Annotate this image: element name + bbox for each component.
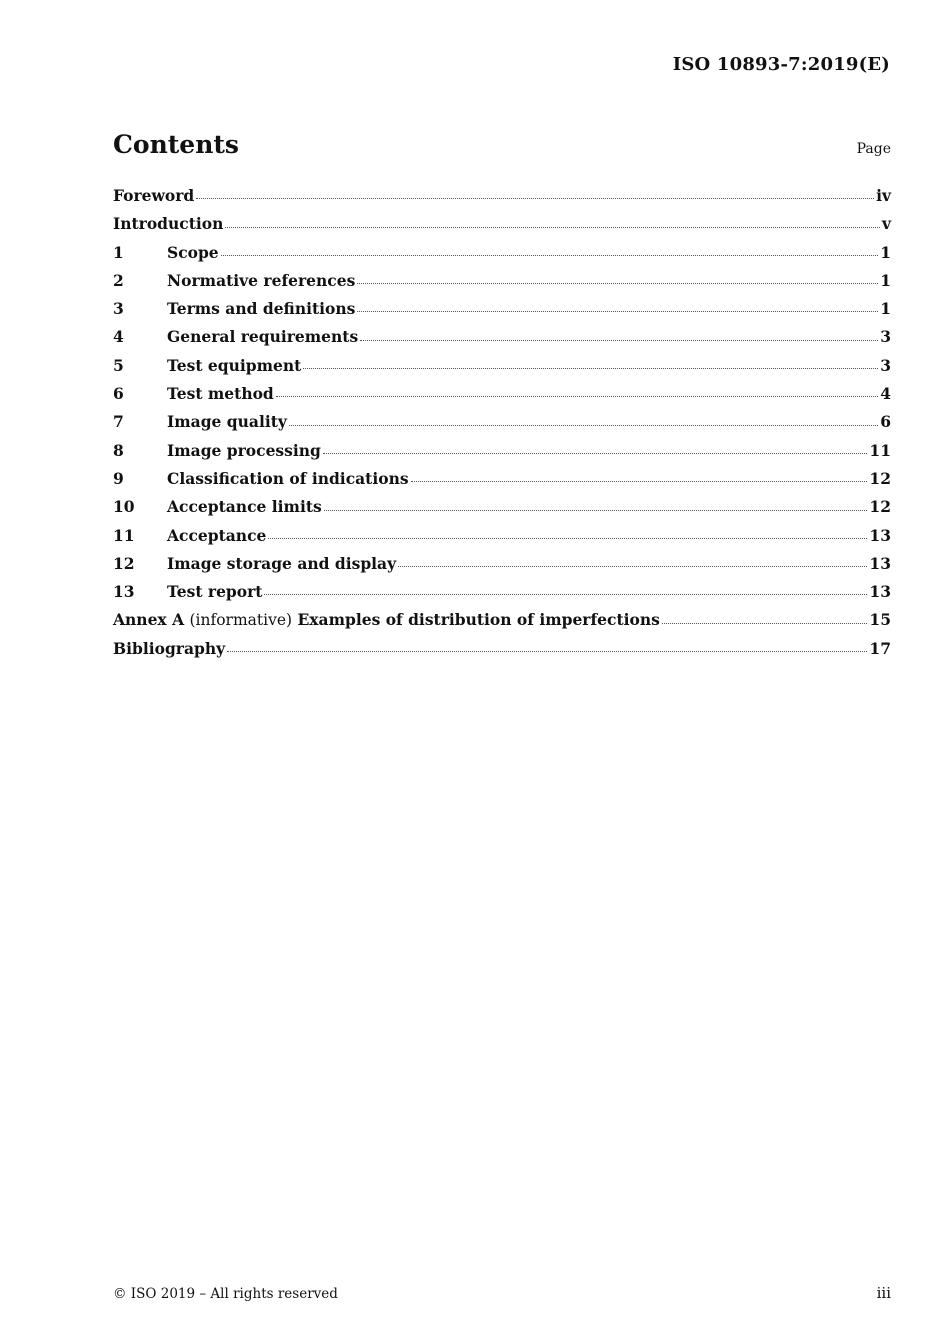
toc-entry[interactable] — [113, 210, 891, 238]
toc-dot-leader — [357, 282, 878, 284]
toc-entry-title-text: Image processing — [167, 440, 321, 460]
toc-entry[interactable] — [113, 380, 891, 408]
toc-entry-page: 11 — [869, 440, 891, 460]
toc-entry-title — [167, 295, 355, 323]
contents-header — [113, 130, 891, 159]
toc-dot-leader — [268, 537, 867, 539]
page-number: iii — [876, 1284, 891, 1302]
toc-entry-title — [167, 493, 322, 521]
toc-entry[interactable] — [113, 239, 891, 267]
page-footer — [113, 1284, 891, 1302]
toc-entry-title-text: Terms and definitions — [167, 299, 356, 319]
toc-entry-title-text: Normative references — [167, 270, 356, 290]
toc-entry-title-text: Scope — [167, 242, 219, 262]
toc-entry-number: 9 — [113, 468, 124, 488]
toc-entry[interactable] — [113, 550, 891, 578]
toc-entry[interactable] — [113, 408, 891, 436]
toc-entry[interactable] — [113, 522, 891, 550]
toc-entry[interactable] — [113, 267, 891, 295]
toc-entry-number: 13 — [113, 582, 135, 602]
toc-dot-leader — [324, 509, 868, 511]
toc-entry-title — [167, 352, 301, 380]
page-column-label: Page — [856, 141, 891, 157]
toc-entry-page: 13 — [869, 582, 891, 602]
toc-entry-number: 10 — [113, 497, 135, 517]
toc-entry-page: 13 — [869, 553, 891, 573]
toc-entry-title — [113, 182, 194, 210]
toc-entry-title — [167, 437, 321, 465]
toc-entry-page: 1 — [880, 270, 891, 290]
toc-entry-number: 7 — [113, 412, 124, 432]
toc-entry-number: 6 — [113, 384, 124, 404]
toc-entry-title — [113, 635, 225, 663]
toc-entry-page: 1 — [880, 299, 891, 319]
toc-entry-page: 12 — [869, 468, 891, 488]
toc-entry-number: 5 — [113, 355, 124, 375]
toc-dot-leader — [289, 424, 878, 426]
toc-entry[interactable] — [113, 437, 891, 465]
toc-entry-title — [167, 323, 358, 351]
toc-entry-title — [167, 550, 396, 578]
document-id: ISO 10893-7:2019(E) — [672, 54, 890, 75]
toc-dot-leader — [411, 480, 868, 482]
toc-entry-title-text: Acceptance limits — [167, 497, 322, 517]
table-of-contents — [113, 182, 891, 663]
toc-entry-number: 11 — [113, 525, 135, 545]
toc-entry-title — [167, 267, 355, 295]
toc-dot-leader — [196, 197, 874, 199]
toc-entry[interactable] — [113, 606, 891, 634]
toc-entry[interactable] — [113, 465, 891, 493]
toc-entry-title — [167, 239, 219, 267]
toc-dot-leader — [276, 395, 878, 397]
toc-entry-title-text: Examples of distribution of imperfections — [297, 610, 660, 630]
toc-entry-title — [113, 210, 223, 238]
toc-entry-page: v — [881, 214, 891, 234]
toc-entry-title-text: Foreword — [113, 186, 195, 205]
toc-entry-title-text: Introduction — [113, 214, 224, 234]
toc-entry[interactable] — [113, 295, 891, 323]
toc-entry-page: 1 — [880, 242, 891, 262]
contents-title: Contents — [113, 130, 240, 159]
toc-dot-leader — [227, 650, 867, 652]
copyright-notice: © ISO 2019 – All rights reserved — [113, 1286, 338, 1302]
toc-entry-page: 17 — [869, 638, 891, 658]
toc-entry-page: iv — [876, 186, 891, 205]
toc-entry-title — [167, 578, 262, 606]
toc-entry-page: 6 — [880, 412, 891, 432]
toc-entry-title-text: Classification of indications — [167, 468, 409, 488]
toc-entry-number: 3 — [113, 299, 124, 319]
toc-entry-title — [167, 380, 274, 408]
toc-entry-title-text: Test equipment — [167, 355, 302, 375]
toc-entry[interactable] — [113, 493, 891, 521]
toc-entry-title — [167, 522, 266, 550]
toc-dot-leader — [662, 622, 868, 624]
toc-dot-leader — [264, 593, 867, 595]
toc-entry[interactable] — [113, 323, 891, 351]
toc-entry-title-text: Bibliography — [113, 638, 226, 658]
toc-entry-title — [113, 606, 660, 634]
toc-entry-number: 4 — [113, 327, 124, 347]
toc-entry-number: 2 — [113, 270, 124, 290]
toc-entry-title — [167, 465, 409, 493]
toc-entry-title-text: Image storage and display — [167, 553, 397, 573]
toc-annex-label: Annex A — [113, 610, 185, 630]
toc-dot-leader — [398, 565, 867, 567]
toc-entry-number: 12 — [113, 553, 135, 573]
toc-dot-leader — [357, 310, 878, 312]
toc-dot-leader — [303, 367, 878, 369]
toc-entry-page: 12 — [869, 497, 891, 517]
toc-entry[interactable] — [113, 578, 891, 606]
toc-dot-leader — [225, 226, 880, 228]
toc-entry-title-text: Image quality — [167, 412, 287, 432]
toc-entry-title-text: Test method — [167, 384, 274, 404]
toc-entry-title-text: Test report — [167, 582, 263, 602]
toc-entry[interactable] — [113, 352, 891, 380]
toc-entry-title-text: Acceptance — [167, 525, 267, 545]
toc-entry-title — [167, 408, 287, 436]
toc-entry-number: 8 — [113, 440, 124, 460]
toc-dot-leader — [360, 339, 878, 341]
toc-entry[interactable] — [113, 182, 891, 210]
toc-entry-page: 13 — [869, 525, 891, 545]
toc-entry-page: 4 — [880, 384, 891, 404]
toc-entry[interactable] — [113, 635, 891, 663]
toc-annex-note: (informative) — [189, 611, 293, 630]
toc-dot-leader — [323, 452, 868, 454]
toc-entry-page: 3 — [880, 327, 891, 347]
toc-entry-page: 3 — [880, 355, 891, 375]
toc-dot-leader — [221, 254, 879, 256]
toc-entry-number: 1 — [113, 242, 124, 262]
toc-entry-title-text: General requirements — [167, 327, 359, 347]
toc-entry-page: 15 — [869, 610, 891, 630]
